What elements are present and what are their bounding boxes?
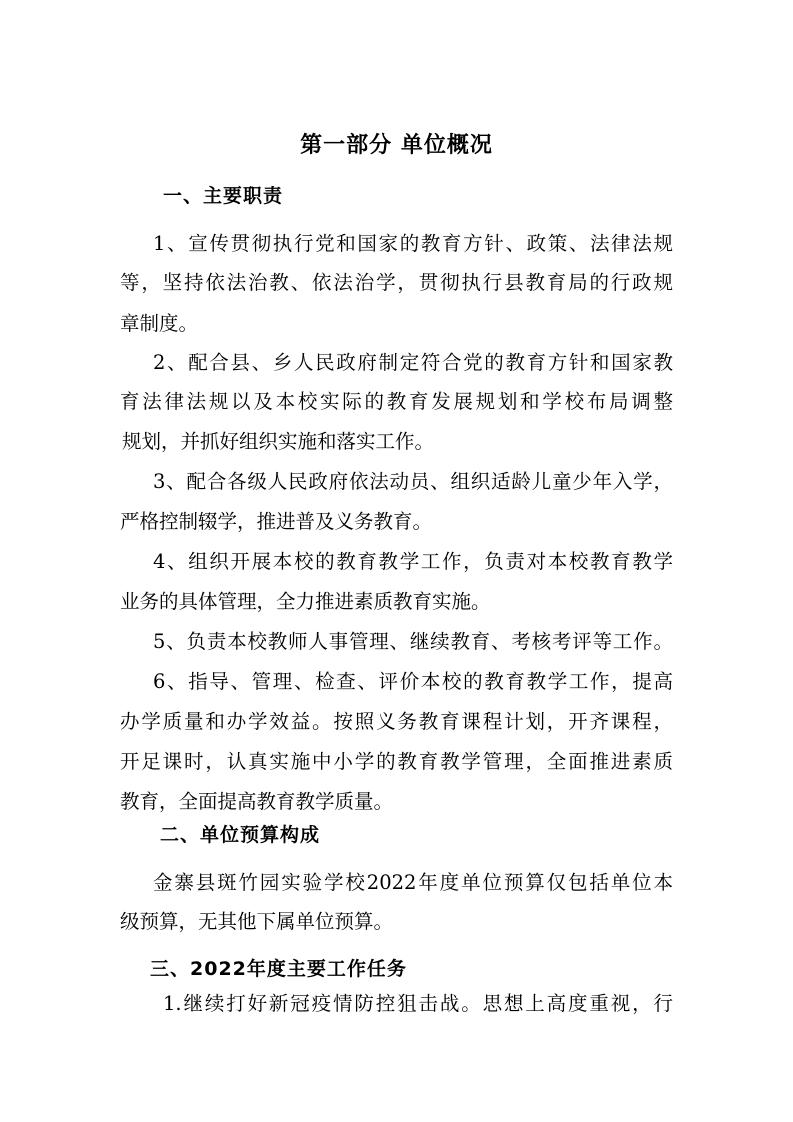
paragraph-line: 1.继续打好新冠疫情防控狙击战。思想上高度重视，行: [163, 992, 673, 1015]
paragraph-line: 5、负责本校教师人事管理、继续教育、考核考评等工作。: [153, 630, 673, 653]
paragraph-line: 规划，并抓好组织实施和落实工作。: [122, 430, 435, 453]
paragraph-line: 严格控制辍学，推进普及义务教育。: [120, 510, 433, 533]
paragraph-line: 1、宣传贯彻执行党和国家的教育方针、政策、法律法规: [153, 232, 673, 255]
paragraph-line: 6、指导、管理、检查、评价本校的教育教学工作，提高: [153, 670, 673, 693]
paragraph-line: 业务的具体管理，全力推进素质教育实施。: [120, 590, 491, 613]
section-heading-tasks: 三、2022年度主要工作任务: [150, 958, 407, 980]
paragraph-line: 金寨县斑竹园实验学校2022年度单位预算仅包括单位本: [153, 871, 673, 894]
paragraph-line: 等，坚持依法治教、依法治学，贯彻执行县教育局的行政规: [120, 271, 673, 294]
paragraph-line: 级预算，无其他下属单位预算。: [120, 910, 394, 933]
section-heading-duties: 一、主要职责: [163, 185, 284, 207]
page-title: 第一部分 单位概况: [300, 133, 493, 158]
paragraph-line: 育法律法规以及本校实际的教育发展规划和学校布局调整: [120, 390, 673, 413]
paragraph-line: 2、配合县、乡人民政府制定符合党的教育方针和国家教: [153, 351, 673, 374]
paragraph-line: 4、组织开展本校的教育教学工作，负责对本校教育教学: [153, 550, 673, 573]
paragraph-line: 章制度。: [120, 312, 199, 335]
paragraph-line: 办学质量和办学效益。按照义务教育课程计划，开齐课程，: [120, 710, 673, 733]
paragraph-line: 3、配合各级人民政府依法动员、组织适龄儿童少年入学，: [153, 470, 673, 493]
paragraph-line: 教育，全面提高教育教学质量。: [120, 790, 394, 813]
section-heading-budget: 二、单位预算构成: [160, 824, 321, 846]
paragraph-line: 开足课时，认真实施中小学的教育教学管理，全面推进素质: [120, 750, 673, 773]
